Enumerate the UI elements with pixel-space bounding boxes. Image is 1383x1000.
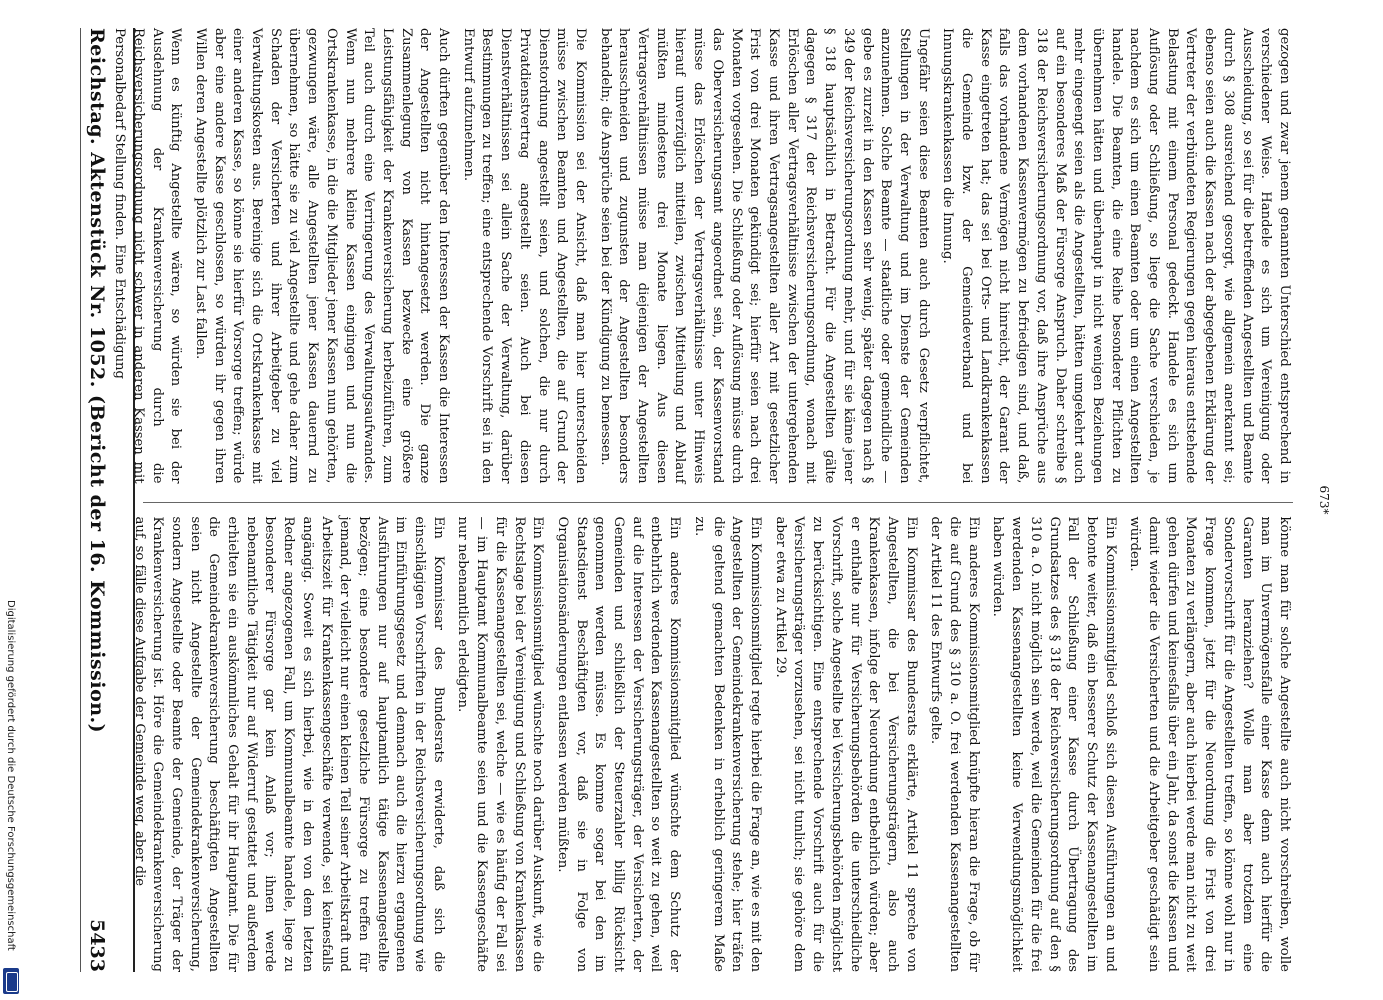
- paragraph: Ungefähr seien diese Beamten auch durch Gesetz verpflichtet, Stellungen in der Verwaltung und im Dienste der Gemeinden anzunehmen. Solche Beamte — staatliche oder gemeindliche — gebe es zurzeit in den Kassen sehr wenig, später dagegen nach § 349 der Reichsversicherungsordnung mehr, und für sie käme jener § 318 hauptsächlich in Betracht. Für die Angestellten gälte dagegen § 317 der Reichsversicherungsordnung, wonach mit Erlöschen aller Vertragsverhältnisse zwischen der untergehenden Kasse und ihren Vertragsangestellten aller Art mit gesetzlicher Frist von drei Monaten gekündigt sei; hierfür seien nach drei Monaten vorgesehen. Die Schließung oder Auflösung müsse durch das Oberversicherungsamt angeordnet sein, der Kassenvorstand müsse das Erlöschen der Vertragsverhältnisse unter Hinweis hierauf unverzüglich mitteilen, zwischen Mitteilung und Ablauf müßten mindestens drei Monate liegen. Aus diesen Vertragsverhältnissen müsse man diejenigen der Angestellten herausschneiden und zugunsten der Angestellten besonders behandeln; die Ansprüche seien bei der Kündigung zu bemessen.: [597, 28, 931, 484]
- digitisation-note-text: Digitalisierung gefördert durch die Deutsche Forschungsgemeinschaft: [5, 600, 16, 951]
- paragraph: Ein Kommissar des Bundesrats erwiderte, daß sich die einschlägigen Vorschriften in der Reichsversicherungsordnung wie im Einführungsgesetz und demnach auch die hierzu ergangenen Ausführungen nur auf hauptamtlich tätige Kassenangestellte bezögen; eine besondere gesetzliche Fürsorge zu treffen für jemand, der vielleicht nur einen kleinen Teil seiner Arbeitskraft und Arbeitszeit für Krankenkassengeschäfte verwende, sei keinesfalls angängig. Soweit es sich hierbei, wie in den von dem letzten Redner angezogenen Fall, um Kommunalbeamte handele, liege zu besonderer Fürsorge gar kein Anlaß vor; ihnen werde nebenamtliche Tätigkeit nur auf Widerruf gestattet und außerdem erhielten sie ein auskömmliches Gehalt für ihr Hauptamt. Die für die Gemeindekrankenversicherung beschäftigten Angestellten seien nicht Angestellte der Gemeindekrankenversicherung, sondern Angestellte oder Beamte der Gemeinde, der Träger der Krankenversicherung ist. Höre die Gemeindekrankenversicherung auf, so fälle diese Aufgabe der Gemeinde weg, aber die: [131, 516, 446, 972]
- digitisation-note: [2, 600, 22, 1000]
- paragraph: Auch dürften gegenüber den Interessen der Kassen die Interessen der Angestellten nicht hintangesetzt werden. Die ganze Zusammenlegung von Kassen bezwecke eine größere Leistungsfähigkeit der Krankenversicherung herbeizuführen, zum Teil auch durch eine Verringerung des Verwaltungsaufwandes. Wenn nun mehrere kleine Kassen eingingen und nun die Ortskrankenkasse, in die die Mitglieder jener Kassen nun gehörten, gezwungen wäre, alle Angestellten jener Kassen dauernd zu übernehmen, so hätte sie zu viel Angestellte und gehe daher zum Schaden der Versicherten und ihrer Arbeitgeber zu viel Verwaltungskosten aus. Bereinige sich die Ortskrankenkasse mit einer anderen Kasse, so könne sie hierfür Vorsorge treffen; würde aber eine andere Kasse geschlossen, so würden ihr gegen ihren Willen deren Angestellte plötzlich zur Last fallen.: [192, 28, 452, 484]
- page-number: 5433: [86, 919, 108, 972]
- paragraph: Ein Kommissar des Bundesrats erklärte, Artikel 11 spreche von Angestellten, die bei Versicherungsträgern, also auch Krankenkassen, infolge der Neuordnung entbehrlich würden; aber er enthalte nur für Versicherungsbehörden die unterschiedliche Vorschrift, solche Angestellte bei Versicherungsbehörden möglichst zu berücksichtigen. Eine entsprechende Vorschrift auch für die Versicherungsträger vorzusehen, sei nicht tunlich; sie gehöre dem aber etwa zu Artikel 29.: [772, 516, 919, 972]
- paragraph: gezogen und zwar jenem genannten Unterschied entsprechend in verschiedener Weise. Handele es sich um Vereinigung oder Ausscheidung, so sei für die betreffenden Angestellten und Beamte durch § 308 ausreichend gesorgt, wie allgemein anerkannt sei; ebenso seien auch die Kassen nach der abgegebenen Erklärung der Vertreter der verbündeten Regierungen gegen hieraus entstehende Belastung mit einem Personal gedeckt. Handele es sich um Auflösung oder Schließung, so liege die Sache verschieden, je nachdem es sich um einen Beamten oder um einen Angestellten handele. Die Beamten, die eine Reihe besonderer Pflichten zu übernehmen hätten und überhaupt in nicht wenigen Beziehungen mehr eingeengt seien als die Angestellten, hätten umgekehrt auch auf ein besonderes Maß der Fürsorge Anspruch. Daher schreibe § 318 der Reichsversicherungsordnung vor, daß ihre Ansprüche aus dem vorhandenen Kassenvermögen zu befriedigen sind, und daß, falls das vorhandene Vermögen nicht hinreicht, der Garant der Kasse eingetreten hat; das sei bei Orts- und Landkrankenkassen die Gemeinde bzw. der Gemeindeverband und bei Innungskrankenkassen die Innung.: [940, 28, 1292, 484]
- paragraph: Wenn es künftig Angestellte wären, so würden sie bei der Ausdehnung der Krankenversicherung durch die Reichsversicherungsordnung nicht schwer in anderen Kassen mit Personalbedarf Stellung finden. Eine Entschädigung: [112, 28, 184, 484]
- running-title: Reichstag. Aktenstück Nr. 1052. (Bericht der 16. Kommission.): [86, 28, 108, 734]
- column-right: [131, 502, 1293, 973]
- page-code: 673*: [1317, 485, 1331, 515]
- paragraph: Die Kommission sei der Ansicht, daß man hier unterscheiden müsse zwischen Beamten und Angestellten, die auf Grund der Dienstordnung angestellt seien, und solchen, die nur durch Privatdienstvertrag angestellt seien. Auch bei diesen Dienstverhältnissen sei allein Sache der Verwaltung, darüber Bestimmungen zu treffen; eine entsprechende Vorschrift sei in den Entwurf aufzunehmen.: [460, 28, 588, 484]
- paragraph: könne man für solche Angestellte auch nicht vorschreiben, wolle man im Unvermögensfalle einer Kasse denn auch hierfür die Garanten heranziehen? Wolle man aber trotzdem eine Sondervorschrift für die Angestellten treffen, so könne wohl nur in Frage kommen, jetzt für die Neuordnung die Frist von drei Monaten zu verlängern, aber auch hierbei werde man nicht zu weit gehen dürfen und keinesfalls über ein Jahr, da sonst die Kassen und damit wieder die Versicherten und die Arbeitgeber geschädigt sein würden.: [1127, 516, 1292, 972]
- page-header: [80, 28, 113, 972]
- paragraph: Ein Kommissionsmitglied schloß sich diesen Ausführungen an und betonte weiter, daß ein besserer Schutz der Kassenangestellten im Fall der Schließung einer Kasse durch Übertragung des Grundsatzes des § 318 der Reichsversicherungsordnung auf den § 310 a. O. nicht möglich sein werde, weil die Gemeinden für die frei werdenden Kassenangestellten keine Verwendungsmöglichkeit haben würden.: [990, 516, 1118, 972]
- paragraph: Ein anderes Kommissionsmitglied wünschte dem Schutz der entbehrlich werdenden Kassenangestellten so weit zu gehen, weil auf die Interessen der Versicherungsträger, der Versicherten, der Gemeinden und schließlich der Steuerzahler billig Rücksicht genommen werden müsse. Es komme sogar bei den im Staatsdienst Beschäftigten vor, daß sie in Folge von Organisationsänderungen entlassen werden müßten.: [554, 516, 683, 972]
- column-left: [112, 28, 1293, 484]
- dfg-logo-icon: [3, 968, 19, 994]
- text-columns: [112, 28, 1293, 972]
- paragraph: Ein Kommissionsmitglied regte hierbei die Frage an, wie es mit den Angestellten der Gemeindekrankenversicherung stehe; hier träfen die geltend gemachten Bedenken in erheblich geringerem Maße zu.: [691, 516, 764, 972]
- paragraph: Ein Kommissionsmitglied wünschte noch darüber Auskunft, wie die Rechtslage bei der Vereinigung und Schließung von Krankenkassen für die Kassenangestellten sei, welche — wie es häufig der Fall sei — im Hauptamt Kommunalbeamte seien und die Kassengeschäfte nur nebenamtlich erledigten.: [455, 516, 546, 972]
- paragraph: Ein anderes Kommissionsmitglied knüpfte hieran die Frage, ob für die auf Grund des § 310 a. O. frei werdenden Kassenangestellten der Artikel 11 des Entwurfs gelte.: [928, 516, 981, 972]
